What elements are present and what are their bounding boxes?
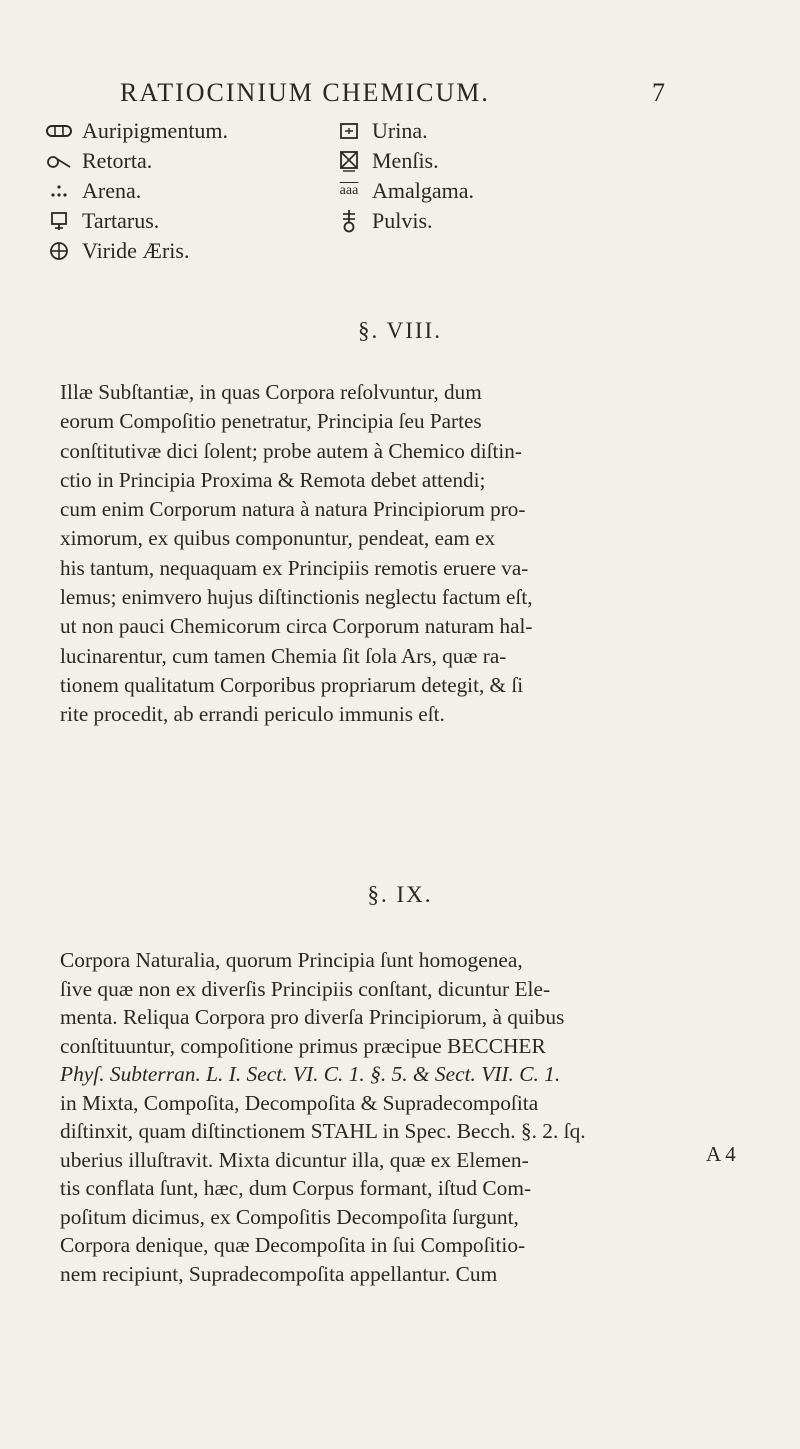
legend-item xyxy=(44,116,228,146)
legend-label: Amalgama. xyxy=(372,178,475,203)
legend-label: Arena. xyxy=(82,178,142,203)
tartarus-symbol-icon xyxy=(44,211,74,231)
text-line: diſtinxit, quam diſtinctionem STAHL in Spec. Becch. §. 2. ſq. xyxy=(60,1119,586,1143)
text-line: Phyſ. Subterran. L. I. Sect. VI. C. 1. §. 5. & Sect. VII. C. 1. xyxy=(60,1062,561,1086)
text-line: poſitum dicimus, ex Compoſitis Decompoſita ſurgunt, xyxy=(60,1204,519,1229)
section-heading-9: §. IX. xyxy=(367,882,433,907)
page-number: 7 xyxy=(652,78,665,107)
auripigmentum-symbol-icon xyxy=(44,123,74,139)
legend-left-column xyxy=(44,116,228,266)
legend-item xyxy=(334,206,474,236)
text-line: ctio in Principia Proxima & Remota debet attendi; xyxy=(60,467,486,492)
text-line: conſtituuntur, compoſitione primus præcipue BECCHER xyxy=(60,1033,546,1058)
legend-label: Tartarus. xyxy=(82,208,160,233)
text-line: conſtitutivæ dici ſolent; probe autem à Chemico diſtin- xyxy=(60,438,522,463)
arena-symbol-icon xyxy=(44,183,74,199)
text-line: menta. Reliqua Corpora pro diverſa Principiorum, à quibus xyxy=(60,1005,565,1029)
text-line: Corpora Naturalia, quorum Principia ſunt homogenea, xyxy=(60,948,523,972)
catchword-signature: A 4 xyxy=(706,1142,736,1166)
paragraph-corpora-naturalia xyxy=(60,946,750,1288)
text-line: Corpora denique, quæ Decompoſita in ſui Compoſitio- xyxy=(60,1233,526,1257)
text-line: in Mixta, Compoſita, Decompoſita & Supradecompoſita xyxy=(60,1090,539,1115)
text-line: tis conflata ſunt, hæc, dum Corpus formant, iſtud Com- xyxy=(60,1176,532,1200)
text-line: ſive quæ non ex diverſis Principiis conſtant, dicuntur Ele- xyxy=(60,976,551,1001)
legend-label: Urina. xyxy=(372,118,428,143)
text-line: tionem qualitatum Corporibus propriarum detegit, & ſi xyxy=(60,672,524,697)
text-line: his tantum, nequaquam ex Principiis remotis eruere va- xyxy=(60,555,529,580)
section-heading-8: §. VIII. xyxy=(358,318,442,343)
text-line: lucinarentur, cum tamen Chemia ſit ſola Ars, quæ ra- xyxy=(60,643,507,668)
legend-item xyxy=(334,146,474,176)
text-line: ut non pauci Chemicorum circa Corporum naturam hal- xyxy=(60,614,533,639)
legend-item xyxy=(44,176,228,206)
legend-label: Pulvis. xyxy=(372,208,433,233)
text-line: rite procedit, ab errandi periculo immunis eſt. xyxy=(60,702,445,727)
text-line: lemus; enimvero hujus diſtinctionis neglectu factum eſt, xyxy=(60,585,533,610)
text-line: eorum Compoſitio penetratur, Principia ſeu Partes xyxy=(60,409,482,434)
legend-label: Viride Æris. xyxy=(82,238,190,263)
legend-right-column xyxy=(334,116,474,236)
urina-symbol-icon xyxy=(334,122,364,140)
legend-item xyxy=(44,146,228,176)
legend-item xyxy=(44,236,228,266)
text-line: nem recipiunt, Supradecompoſita appellantur. Cum xyxy=(60,1261,498,1286)
legend-item xyxy=(334,116,474,146)
pulvis-symbol-icon xyxy=(334,209,364,233)
paragraph-principia xyxy=(60,378,750,730)
legend-label: Auripigmentum. xyxy=(82,118,229,143)
viride-aeris-symbol-icon xyxy=(44,241,74,261)
text-line: cum enim Corporum natura à natura Principiorum pro- xyxy=(60,497,526,522)
amalgama-symbol-icon: $\overline{aaa}$ xyxy=(339,183,359,198)
text-line: ximorum, ex quibus componuntur, pendeat, eam ex xyxy=(60,526,496,551)
legend-label: Menſis. xyxy=(372,148,439,173)
mensis-symbol-icon xyxy=(334,150,364,172)
running-header: RATIOCINIUM CHEMICUM. xyxy=(120,78,490,107)
legend-item xyxy=(334,176,474,206)
legend-item xyxy=(44,206,228,236)
text-line: uberius illuſtravit. Mixta dicuntur illa, quæ ex Elemen- xyxy=(60,1147,529,1172)
text-line: Illæ Subſtantiæ, in quas Corpora reſolvuntur, dum xyxy=(60,380,482,404)
retorta-symbol-icon xyxy=(44,152,74,170)
legend-label: Retorta. xyxy=(82,148,153,173)
